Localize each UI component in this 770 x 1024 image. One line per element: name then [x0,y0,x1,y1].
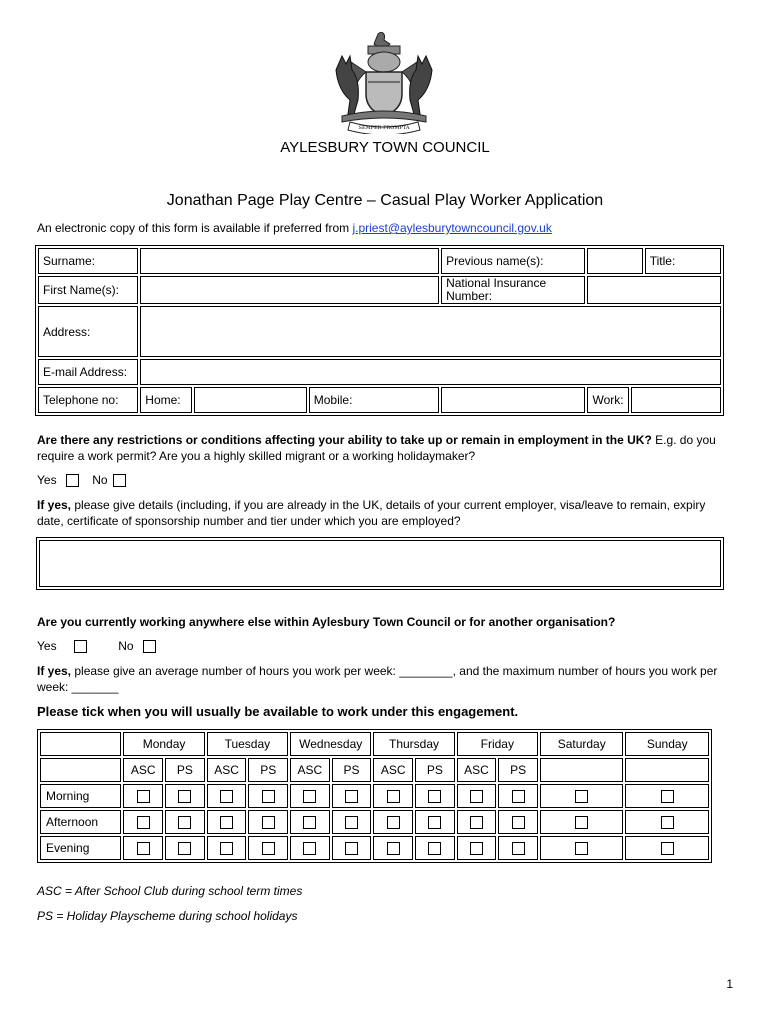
availability-checkbox[interactable] [137,816,150,829]
restrictions-details-box[interactable] [36,537,724,590]
svg-text:SEMPER PROMPTA: SEMPER PROMPTA [358,125,410,131]
slot-cell [165,784,205,808]
email-field[interactable] [140,359,721,385]
mobile-label: Mobile: [309,387,439,413]
restrictions-details-bold: If yes, [37,498,72,512]
availability-checkbox[interactable] [178,790,191,803]
availability-checkbox[interactable] [470,816,483,829]
address-label: Address: [38,306,138,357]
row-label-afternoon: Afternoon [40,810,121,834]
home-label: Home: [140,387,192,413]
slot-cell [540,810,623,834]
title-label: Title: [645,248,721,274]
slot-cell [625,784,709,808]
restrictions-no-checkbox[interactable] [113,474,126,487]
day-header-sunday: Sunday [625,732,709,756]
availability-checkbox[interactable] [575,842,588,855]
availability-checkbox[interactable] [661,816,674,829]
working-yes-no [37,638,156,654]
working-no-checkbox[interactable] [143,640,156,653]
availability-checkbox[interactable] [345,790,358,803]
first-names-label: First Name(s): [38,276,138,304]
restrictions-question [37,432,727,464]
slot-cell [207,836,247,860]
ni-number-field[interactable] [587,276,721,304]
working-yes-checkbox[interactable] [74,640,87,653]
availability-checkbox[interactable] [512,790,525,803]
subheader-asc: ASC [457,758,497,782]
day-header-saturday: Saturday [540,732,623,756]
slot-cell [165,836,205,860]
slot-cell [373,784,413,808]
availability-checkbox[interactable] [220,842,233,855]
availability-checkbox[interactable] [470,790,483,803]
previous-names-field[interactable] [587,248,642,274]
slot-cell [165,810,205,834]
day-header-monday: Monday [123,732,204,756]
subheader-blank [540,758,623,782]
page-number: 1 [726,977,733,991]
slot-cell [415,784,455,808]
subheader-asc: ASC [373,758,413,782]
mobile-phone-field[interactable] [441,387,585,413]
slot-cell [123,836,163,860]
availability-row-afternoon [40,810,709,834]
slot-cell [498,836,538,860]
subheader-ps: PS [498,758,538,782]
restrictions-yes-checkbox[interactable] [66,474,79,487]
restrictions-no-label: No [92,473,108,487]
day-header-tuesday: Tuesday [207,732,288,756]
telephone-label: Telephone no: [38,387,138,413]
restrictions-yes-label: Yes [37,473,57,487]
work-label: Work: [587,387,628,413]
restrictions-question-rest: E.g. do you require a work permit? Are you a highly skilled migrant or a working holidaymaker? [37,433,716,463]
intro-email-link[interactable]: j.priest@aylesburytowncouncil.gov.uk [352,221,552,235]
slot-cell [415,810,455,834]
working-elsewhere-question: Are you currently working anywhere else within Aylesbury Town Council or for another organisation? [37,615,616,629]
slot-cell [290,836,330,860]
availability-checkbox[interactable] [387,816,400,829]
availability-checkbox[interactable] [262,790,275,803]
slot-cell [457,836,497,860]
availability-checkbox[interactable] [428,816,441,829]
intro-line [37,221,552,235]
subheader-blank [625,758,709,782]
subheader-asc: ASC [290,758,330,782]
availability-checkbox[interactable] [220,816,233,829]
slot-cell [248,810,288,834]
slot-cell [123,784,163,808]
availability-checkbox[interactable] [137,842,150,855]
slot-cell [332,810,372,834]
restrictions-details-prompt [37,497,727,529]
slot-cell [332,836,372,860]
row-label-morning: Morning [40,784,121,808]
slot-cell [625,810,709,834]
availability-checkbox[interactable] [661,842,674,855]
slot-cell [373,836,413,860]
slot-cell [540,836,623,860]
surname-field[interactable] [140,248,439,274]
working-hours-bold: If yes, [37,664,72,678]
subheader-asc: ASC [207,758,247,782]
first-names-field[interactable] [140,276,439,304]
availability-checkbox[interactable] [220,790,233,803]
day-header-thursday: Thursday [373,732,454,756]
availability-checkbox[interactable] [303,816,316,829]
previous-names-label: Previous name(s): [441,248,585,274]
availability-row-morning [40,784,709,808]
availability-checkbox[interactable] [303,842,316,855]
availability-table [37,729,712,863]
surname-label: Surname: [38,248,138,274]
slot-cell [207,810,247,834]
subheader-ps: PS [248,758,288,782]
slot-cell [373,810,413,834]
slot-cell [248,784,288,808]
availability-checkbox[interactable] [303,790,316,803]
subheader-ps: PS [332,758,372,782]
corner-cell [40,732,121,756]
availability-checkbox[interactable] [178,842,191,855]
working-no-label: No [118,639,134,653]
ps-note: PS = Holiday Playscheme during school holidays [37,909,298,923]
restrictions-question-bold: Are there any restrictions or conditions affecting your ability to take up or remain in employment in the UK? [37,433,652,447]
form-title: Jonathan Page Play Centre – Casual Play Worker Application [166,192,604,209]
availability-row-evening [40,836,709,860]
subheader-blank [40,758,121,782]
availability-checkbox[interactable] [387,790,400,803]
availability-checkbox[interactable] [575,816,588,829]
work-phone-field[interactable] [631,387,721,413]
availability-checkbox[interactable] [575,790,588,803]
availability-checkbox[interactable] [345,842,358,855]
availability-checkbox[interactable] [387,842,400,855]
availability-heading: Please tick when you will usually be available to work under this engagement. [37,704,519,719]
subheader-asc: ASC [123,758,163,782]
working-hours-rest: please give an average number of hours you work per week: ________, and the maximum number of hours you work per week: _______ [37,664,718,694]
slot-cell [625,836,709,860]
email-label: E-mail Address: [38,359,138,385]
council-name: AYLESBURY TOWN COUNCIL [280,139,490,156]
working-yes-label: Yes [37,639,57,653]
subheader-ps: PS [165,758,205,782]
working-hours-prompt [37,663,727,695]
availability-checkbox[interactable] [262,842,275,855]
availability-checkbox[interactable] [262,816,275,829]
address-field[interactable] [140,306,721,357]
slot-cell [457,810,497,834]
slot-cell [123,810,163,834]
day-header-wednesday: Wednesday [290,732,371,756]
asc-note: ASC = After School Club during school term times [37,884,303,898]
availability-checkbox[interactable] [178,816,191,829]
subheader-ps: PS [415,758,455,782]
home-phone-field[interactable] [194,387,306,413]
availability-checkbox[interactable] [428,842,441,855]
availability-checkbox[interactable] [345,816,358,829]
row-label-evening: Evening [40,836,121,860]
availability-checkbox[interactable] [428,790,441,803]
restrictions-details-rest: please give details (including, if you are already in the UK, details of your current employer, visa/leave to remain, expiry date, certificate of sponsorship number and tier under which you are employed? [37,498,706,528]
slot-cell [290,784,330,808]
availability-checkbox[interactable] [137,790,150,803]
council-crest-logo [328,30,440,134]
availability-checkbox[interactable] [470,842,483,855]
availability-checkbox[interactable] [661,790,674,803]
slot-cell [248,836,288,860]
availability-checkbox[interactable] [512,816,525,829]
day-header-friday: Friday [457,732,538,756]
slot-cell [498,784,538,808]
slot-cell [540,784,623,808]
personal-details-table [35,245,724,416]
slot-cell [290,810,330,834]
availability-checkbox[interactable] [512,842,525,855]
slot-cell [207,784,247,808]
slot-cell [332,784,372,808]
intro-text: An electronic copy of this form is available if preferred from [37,221,353,235]
slot-cell [457,784,497,808]
restrictions-yes-no [37,472,126,488]
ni-number-label: National Insurance Number: [441,276,585,304]
slot-cell [415,836,455,860]
slot-cell [498,810,538,834]
